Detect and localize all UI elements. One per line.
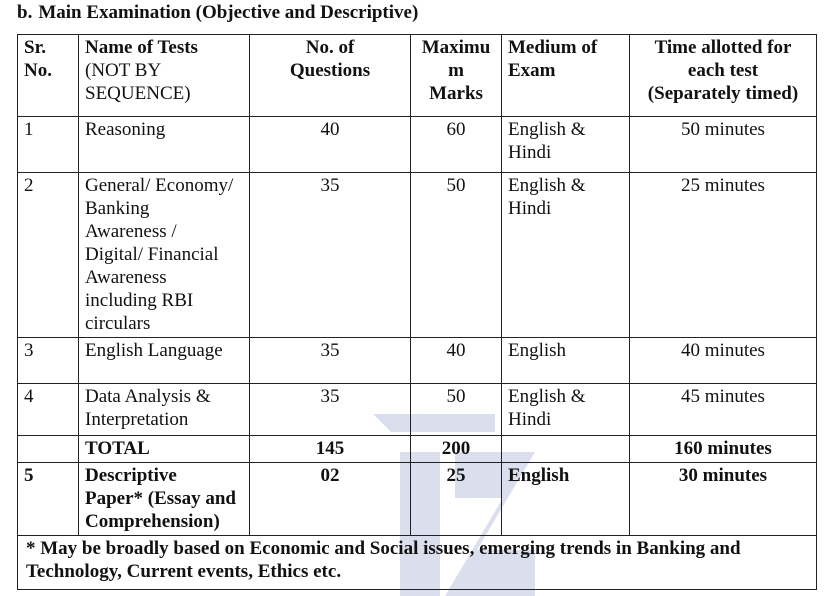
table-row [18, 173, 817, 338]
descriptive-row [18, 463, 817, 536]
header-maximum-marks: Maximu m Marks [411, 35, 502, 117]
cell-marks: 50 [411, 173, 502, 338]
header-medium-of-exam: Medium of Exam [502, 35, 630, 117]
cell-test-name: Descriptive Paper* (Essay and Comprehension) [79, 463, 250, 536]
cell-sr: 1 [18, 117, 79, 173]
header-name-of-tests: Name of Tests (NOT BY SEQUENCE) [79, 35, 250, 117]
cell-medium: English [502, 338, 630, 384]
cell-medium: English & Hindi [502, 173, 630, 338]
cell-test-name: Data Analysis & Interpretation [79, 384, 250, 436]
header-sr-no: Sr. No. [18, 35, 79, 117]
table-row [18, 338, 817, 384]
cell-sr: 5 [18, 463, 79, 536]
total-row [18, 436, 817, 463]
cell-test-name: Reasoning [79, 117, 250, 173]
cell-test-name: General/ Economy/ Banking Awareness / Digital/ Financial Awareness including RBI circulars [79, 173, 250, 338]
cell-sr: 2 [18, 173, 79, 338]
cell-marks: 50 [411, 384, 502, 436]
total-time: 160 minutes [630, 436, 817, 463]
cell-time: 40 minutes [630, 338, 817, 384]
section-heading [17, 2, 418, 24]
cell-time: 45 minutes [630, 384, 817, 436]
cell-questions: 35 [250, 338, 411, 384]
footnote-row [18, 536, 817, 590]
total-questions: 145 [250, 436, 411, 463]
section-label: b. [17, 2, 33, 23]
cell-medium: English & Hindi [502, 117, 630, 173]
header-time-allotted: Time allotted for each test (Separately timed) [630, 35, 817, 117]
total-marks: 200 [411, 436, 502, 463]
header-row [18, 35, 817, 117]
cell-time: 25 minutes [630, 173, 817, 338]
cell-sr-empty [18, 436, 79, 463]
exam-pattern-table [17, 34, 817, 590]
section-title: Main Examination (Objective and Descriptive) [38, 2, 419, 23]
cell-medium-empty [502, 436, 630, 463]
cell-time: 30 minutes [630, 463, 817, 536]
cell-marks: 40 [411, 338, 502, 384]
cell-questions: 02 [250, 463, 411, 536]
cell-time: 50 minutes [630, 117, 817, 173]
table-row [18, 384, 817, 436]
cell-sr: 3 [18, 338, 79, 384]
cell-sr: 4 [18, 384, 79, 436]
cell-questions: 40 [250, 117, 411, 173]
table-row [18, 117, 817, 173]
cell-marks: 25 [411, 463, 502, 536]
cell-test-name: English Language [79, 338, 250, 384]
cell-questions: 35 [250, 173, 411, 338]
cell-medium: English [502, 463, 630, 536]
cell-questions: 35 [250, 384, 411, 436]
total-label: TOTAL [79, 436, 250, 463]
cell-marks: 60 [411, 117, 502, 173]
cell-medium: English & Hindi [502, 384, 630, 436]
footnote: * May be broadly based on Economic and Social issues, emerging trends in Banking and Technology, Current events, Ethics etc. [18, 536, 817, 590]
header-no-of-questions: No. of Questions [250, 35, 411, 117]
